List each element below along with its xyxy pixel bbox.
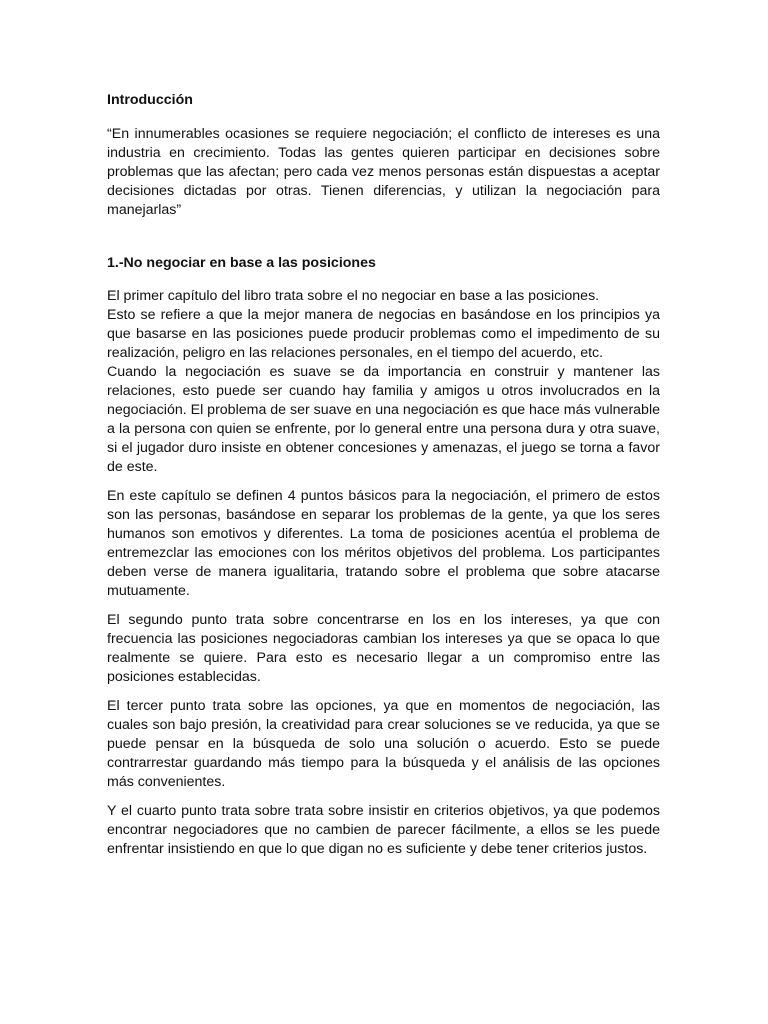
document-title: Introducción — [107, 92, 193, 108]
paragraph: El primer capítulo del libro trata sobre el no negociar en base a las posiciones. — [107, 288, 600, 304]
paragraph: Cuando la negociación es suave se da importancia en construir y mantener las relaciones, esto puede ser cuando hay familia y amigos u otros involucrados en la negociación. El problema de ser suave en una negociación es que hace más vulnerable a la persona con quien se enfrente, por lo general entre una persona dura y otra suave, si el jugador duro insiste en obtener concesiones y amenazas, el juego se torna a favor de este. — [107, 364, 660, 475]
section-heading: 1.-No negociar en base a las posiciones — [107, 255, 376, 271]
paragraph: En este capítulo se definen 4 puntos básicos para la negociación, el primero de estos son las personas, basándose en separar los problemas de la gente, ya que los seres humanos son emotivos y diferentes. La toma de posiciones acentúa el problema de entremezclar las emociones con los méritos objetivos del problema. Los participantes deben verse de manera igualitaria, tratando sobre el problema que sobre atacarse mutuamente. — [107, 488, 660, 599]
paragraph: El tercer punto trata sobre las opciones, ya que en momentos de negociación, las cuales son bajo presión, la creatividad para crear soluciones se ve reducida, ya que se puede pensar en la búsqueda de solo una solución o acuerdo. Esto se puede contrarrestar guardando más tiempo para la búsqueda y el análisis de las opciones más convenientes. — [107, 698, 660, 790]
paragraph: Esto se refiere a que la mejor manera de negocias en basándose en los principios ya que basarse en las posiciones puede producir problemas como el impedimento de su realización, peligro en las relaciones personales, en el tiempo del acuerdo, etc. — [107, 307, 660, 361]
paragraph: Y el cuarto punto trata sobre trata sobre insistir en criterios objetivos, ya que podemos encontrar negociadores que no cambien de parecer fácilmente, a ellos se les puede enfrentar insistiendo en que lo que digan no es suficiente y debe tener criterios justos. — [107, 803, 660, 857]
intro-quote: “En innumerables ocasiones se requiere negociación; el conflicto de intereses es una industria en crecimiento. Todas las gentes quieren participar en decisiones sobre problemas que las afectan; pero cada vez menos personas están dispuestas a aceptar decisiones dictadas por otras. Tienen diferencias, y utilizan la negociación para manejarlas” — [107, 126, 660, 218]
document-page — [107, 91, 660, 859]
paragraph: El segundo punto trata sobre concentrarse en los en los intereses, ya que con frecuencia las posiciones negociadoras cambian los intereses ya que se opaca lo que realmente se quiere. Para esto es necesario llegar a un compromiso entre las posiciones establecidas. — [107, 612, 660, 685]
